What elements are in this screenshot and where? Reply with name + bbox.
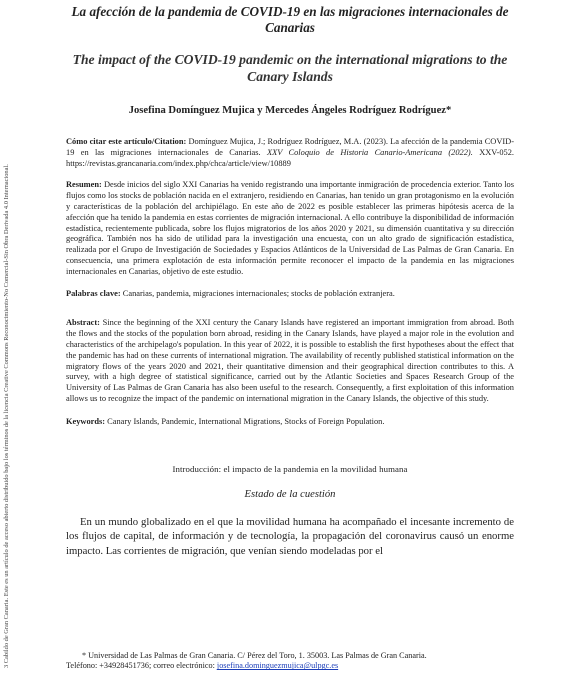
authors-line: Josefina Domínguez Mujica y Mercedes Ángeles Rodríguez Rodríguez*: [128, 105, 452, 116]
palabras-clave-block: [66, 289, 514, 300]
footnote-contact: [66, 661, 514, 671]
keywords-label: Keywords:: [66, 416, 106, 426]
footnote-email-link[interactable]: josefina.dominguezmujica@ulpgc.es: [216, 661, 339, 671]
abstract-label: Abstract:: [66, 318, 100, 328]
footnote-affiliation: * Universidad de Las Palmas de Gran Canaria. C/ Pérez del Toro, 1. 35003. Las Palmas de Gran Canaria.: [82, 651, 427, 660]
palabras-clave-label: Palabras clave:: [66, 288, 121, 298]
abstract-text: Since the beginning of the XXI century the Canary Islands have registered an important immigration from abroad. Both the flows and the stocks of the population born abroad, residing in the Canary Islands, have played a major role in the evolution and characteristics of the archipelago's population. In this year of 2022, it is possible to establish the first hypotheses about the effect that the pandemic has had on these currents of international migration. The availability of recently published statistical information on the migratory flows of the years 2020 and 2021, their quantitative dimension and their geographical direction contributes to this. A survey, with a high degree of statistical significance, carried out by the Atlantic Societies and Spaces Research Group of the University of Las Palmas de Gran Canaria has also been useful to the research. Consequently, a first exploitation of this information allows us to recognize the impact of the pandemic on international migration in the Canary Islands, the objective of this study.: [66, 318, 514, 403]
license-side-note-text: 3 Cabildo de Gran Canaria. Este es un artículo de acceso abierto distribuido bajo los términos de la licencia Creative Commons Reconocimiento-No Comercial-Sin Obra Derivada 4.0 Internacional.: [3, 164, 10, 668]
abstract-block: [66, 318, 514, 404]
keywords-block: [66, 417, 514, 428]
subsection-heading: Estado de la cuestión: [244, 488, 336, 500]
citation-tail: XXV-052. https://revistas.grancanaria.com/index.php/chca/article/view/10889: [66, 147, 515, 168]
resumen-text: Desde inicios del siglo XXI Canarias ha venido registrando una importante inmigración de procedencia exterior. Tanto los flujos como los stocks de población nacida en el extranjero, residiendo en Canarias, han tenido un gran protagonismo en la evolución y características de la población del archipiélago. En este año de 2022 es posible establecer las primeras hipótesis acerca de la afección que ha tenido la pandemia en estas corrientes de migración internacional. A ello contribuye la disponibilidad de información estadística, recientemente publicada, sobre los flujos migratorios de los años 2020 y 2021, su dimensión cuantitativa y su dirección geográfica. También nos ha sido de utilidad para la investigación una encuesta, con un alto grado de significación estadística, realizada por el Grupo de Investigación de Sociedades y Espacios Atlánticos de la Universidad de Las Palmas de Gran Canaria. En consecuencia, una primera explotación de esta información permite reconocer el impacto de la pandemia en las migraciones internacionales en Canarias, objetivo de este estudio.: [66, 180, 514, 276]
body-paragraph: En un mundo globalizado en el que la movilidad humana ha acompañado el incesante incremento de los flujos de capital, de información y de tecnología, la propagación del coronavirus causó un enorme impacto. Las corrientes de migración, que venían siendo modeladas por el: [66, 515, 514, 557]
resumen-block: [66, 180, 514, 277]
resumen-label: Resumen:: [66, 180, 102, 190]
paper-page: [66, 0, 514, 558]
citation-label: Cómo citar este artículo/Citation:: [66, 137, 187, 146]
footnote: [66, 651, 514, 672]
keywords-text: Canary Islands, Pandemic, International Migrations, Stocks of Foreign Population.: [107, 416, 385, 426]
section-heading: Introducción: el impacto de la pandemia en la movilidad humana: [172, 463, 408, 474]
citation-italic: XXV Coloquio de Historia Canario-Americana (2022).: [266, 147, 473, 157]
citation-text: Domínguez Mujica, J.; Rodríguez Rodríguez, M.A. (2023). La afección de la pandemia COVID-19 en las migraciones internacionales de Canarias.: [66, 137, 515, 157]
license-side-note: [1, 28, 13, 668]
footnote-phone: Teléfono: +34928451736; correo electrónico:: [66, 661, 215, 671]
title-english: The impact of the COVID-19 pandemic on the international migrations to the Canary Islands: [72, 52, 508, 84]
title-spanish: La afección de la pandemia de COVID-19 en las migraciones internacionales de Canarias: [71, 4, 509, 35]
palabras-clave-text: Canarias, pandemia, migraciones internacionales; stocks de población extranjera.: [122, 288, 395, 298]
citation-block: [66, 137, 514, 169]
